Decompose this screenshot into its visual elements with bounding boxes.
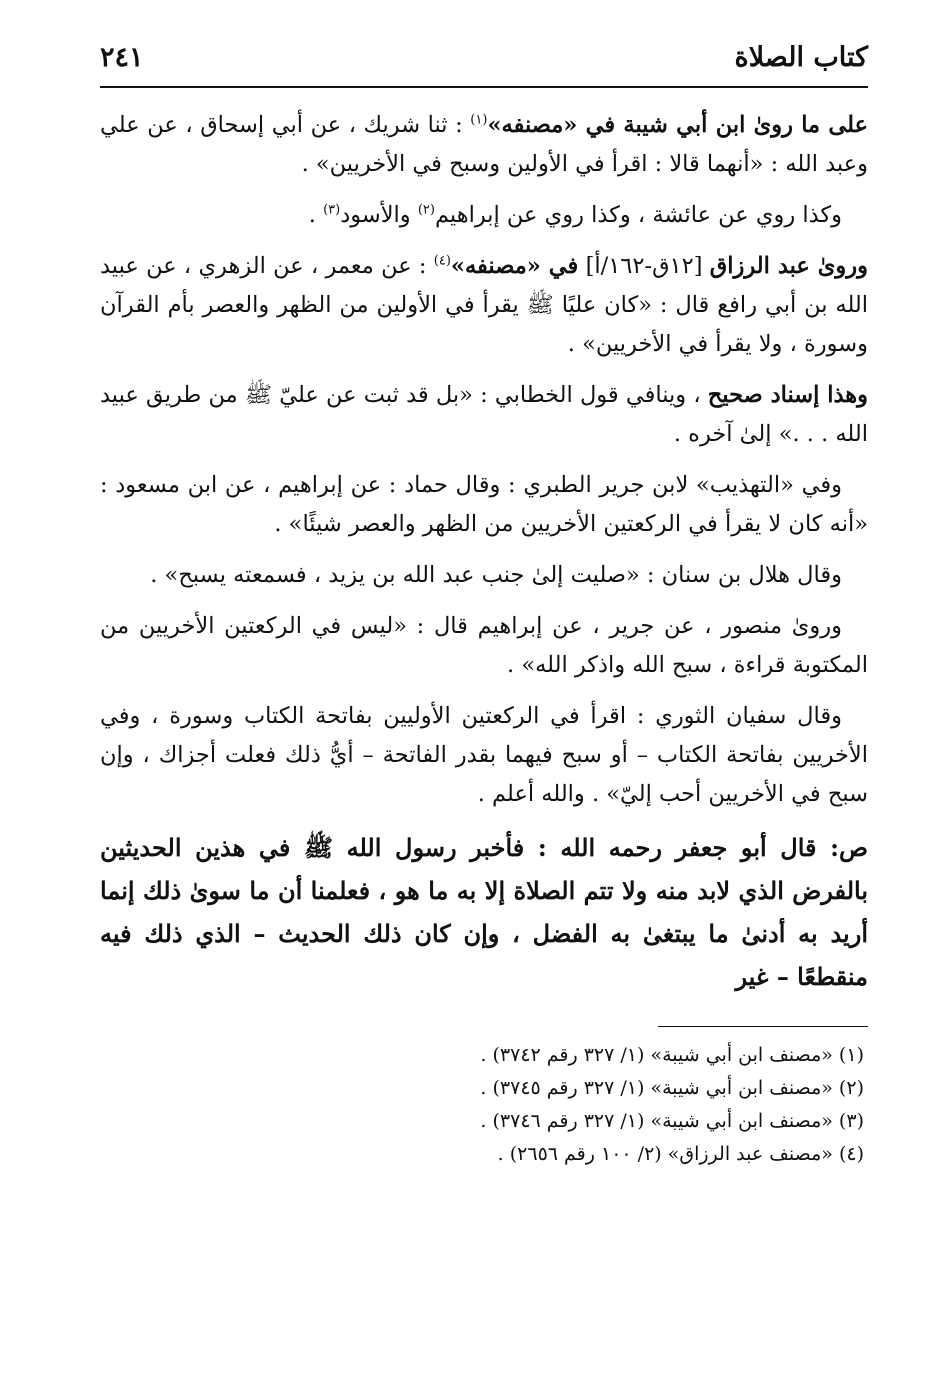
paragraph-text: ، وينافي قول الخطابي : «بل قد ثبت عن عليّ ﷺ من طريق عبيد الله . . .» إلىٰ آخره . <box>100 382 868 447</box>
paragraph-2 <box>100 196 868 235</box>
paragraph-9 <box>100 826 868 998</box>
bold-lead: وهذا إسناد صحيح <box>707 382 868 408</box>
paragraph-text: : ثنا شريك ، عن أبي إسحاق ، عن علي وعبد الله : «أنهما قالا : اقرأ في الأولين وسبح في الأخريين» . <box>100 112 868 177</box>
paragraph-1 <box>100 106 868 184</box>
page-number: ٢٤١ <box>100 42 144 73</box>
paragraph-3 <box>100 247 868 364</box>
paragraph-text: : عن معمر ، عن الزهري ، عن عبيد الله بن أبي رافع قال : «كان عليًا ﷺ يقرأ في الأولين من الظهر والعصر بأم القرآن وسورة ، ولا يقرأ في الأخريين» . <box>100 253 868 357</box>
paragraph-6 <box>100 556 868 595</box>
paragraph-text: وكذا روي عن عائشة ، وكذا روي عن إبراهيم <box>434 202 842 228</box>
footnote-ref[interactable]: (٢) <box>417 202 435 218</box>
footnote-4: (٤) «مصنف عبد الرزاق» (٢/ ١٠٠ رقم ٢٦٥٦) . <box>497 1143 864 1165</box>
page-header <box>100 36 868 88</box>
footnotes <box>100 1039 868 1171</box>
chapter-title: كتاب الصلاة <box>734 42 868 73</box>
paragraph-7 <box>100 607 868 685</box>
bold-lead: على ما روىٰ ابن أبي شيبة في «مصنفه» <box>487 112 869 138</box>
main-text <box>100 106 868 998</box>
paragraph-text: وقال سفيان الثوري : اقرأ في الركعتين الأوليين بفاتحة الكتاب وسورة ، وفي الأخريين بفاتحة الكتاب – أو سبح فيهما بقدر الفاتحة – أيُّ ذلك فعلت أجزاك ، وإن سبح في الأخريين أحب إليّ» . والله أعلم . <box>100 703 868 807</box>
footnote-divider <box>658 1026 868 1027</box>
paragraph-text: ص: قال أبو جعفر رحمه الله : فأخبر رسول الله ﷺ في هذين الحديثين بالفرض الذي لابد منه ولا تتم الصلاة إلا به ما هو ، فعلمنا أن ما سوىٰ ذلك إنما أريد به أدنىٰ ما يبتغىٰ به الفضل ، وإن كان ذلك الحديث – الذي ذلك فيه منقطعًا – غير <box>100 833 868 991</box>
footnote-ref[interactable]: (١) <box>470 112 488 128</box>
paragraph-text: وروىٰ منصور ، عن جرير ، عن إبراهيم قال : «ليس في الركعتين الأخريين من المكتوبة قراءة ، سبح الله واذكر الله» . <box>100 613 868 678</box>
paragraph-text: . <box>308 202 324 228</box>
book-page <box>100 36 868 1336</box>
paragraph-text: والأسود <box>340 202 418 228</box>
bold-mid: في «مصنفه» <box>450 253 579 279</box>
footnote-2: (٢) «مصنف ابن أبي شيبة» (١/ ٣٢٧ رقم ٣٧٤٥) . <box>480 1077 864 1099</box>
manuscript-ref: [١٢ق-١٦٢/أ] <box>578 253 710 279</box>
paragraph-text: وقال هلال بن سنان : «صليت إلىٰ جنب عبد الله بن يزيد ، فسمعته يسبح» . <box>150 562 842 588</box>
footnote-ref[interactable]: (٤) <box>433 253 451 269</box>
paragraph-8 <box>100 697 868 814</box>
footnote-1: (١) «مصنف ابن أبي شيبة» (١/ ٣٢٧ رقم ٣٧٤٢) . <box>480 1044 864 1066</box>
footnote-ref[interactable]: (٣) <box>323 202 341 218</box>
bold-lead: وروىٰ عبد الرزاق <box>709 253 869 279</box>
paragraph-text: وفي «التهذيب» لابن جرير الطبري : وقال حماد : عن إبراهيم ، عن ابن مسعود : «أنه كان لا يقرأ في الركعتين الأخريين من الظهر والعصر شيئًا» . <box>100 472 868 537</box>
paragraph-5 <box>100 466 868 544</box>
footnote-3: (٣) «مصنف ابن أبي شيبة» (١/ ٣٢٧ رقم ٣٧٤٦) . <box>480 1110 864 1132</box>
paragraph-4 <box>100 376 868 454</box>
